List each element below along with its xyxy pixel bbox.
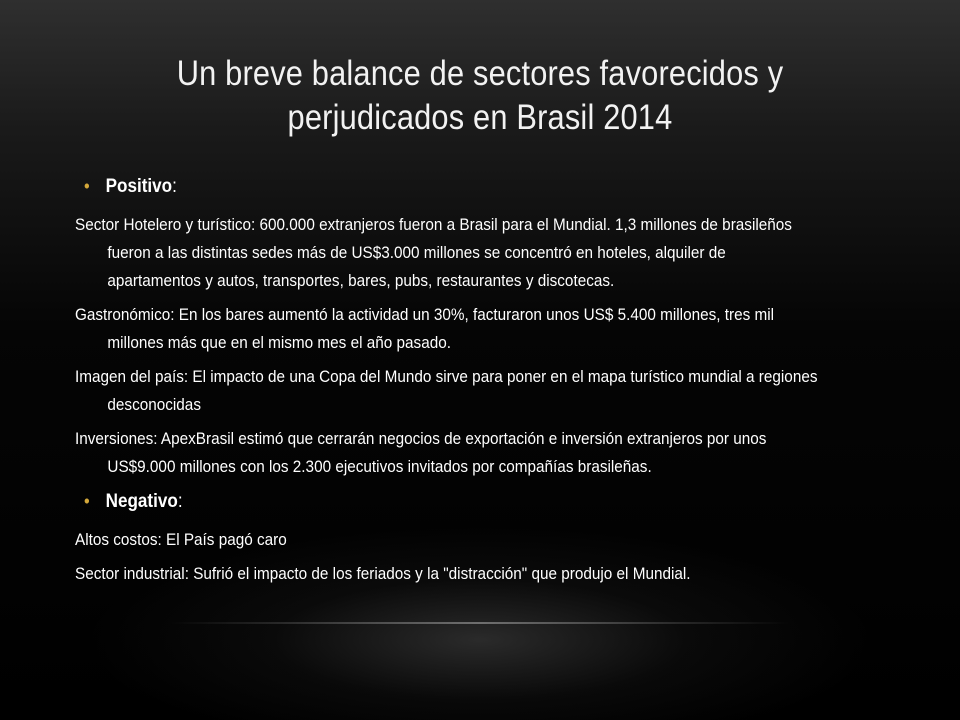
negative-item-costos: Altos costos: El País pagó caro xyxy=(75,530,287,549)
negative-item-industrial: Sector industrial: Sufrió el impacto de los feriados y la "distracción" que produjo el Mundial. xyxy=(75,564,691,583)
title-line-2: perjudicados en Brasil 2014 xyxy=(287,98,673,137)
bullet-dot-icon: • xyxy=(84,176,90,196)
positive-item-hotelero: Sector Hotelero y turístico: 600.000 extranjeros fueron a Brasil para el Mundial. 1,3 millones de brasileños fueron a las distintas sedes más de US$3.000 millones se concentró en hoteles, alquiler de apartamentos y autos, transportes, bares, pubs, restaurantes y discotecas. xyxy=(75,215,792,290)
title-line-1: Un breve balance de sectores favorecidos y xyxy=(176,54,784,93)
positive-item-inversiones: Inversiones: ApexBrasil estimó que cerrarán negocios de exportación e inversión extranjeros por unos US$9.000 millones con los 2.300 ejecutivos invitados por compañías brasileñas. xyxy=(75,429,767,476)
bullet-dot-icon: • xyxy=(84,491,90,511)
positive-heading xyxy=(84,172,822,201)
negative-label: Negativo xyxy=(105,491,178,512)
positive-item-imagen: Imagen del país: El impacto de una Copa del Mundo sirve para poner en el mapa turístico mundial a regiones desconocidas xyxy=(75,367,818,414)
positive-item-gastronomico: Gastronómico: En los bares aumentó la actividad un 30%, facturaron unos US$ 5.400 millones, tres mil millones más que en el mismo mes el año pasado. xyxy=(75,305,775,352)
positive-colon: : xyxy=(172,176,177,197)
negative-colon: : xyxy=(177,491,183,512)
slide-body xyxy=(75,172,822,594)
glow-divider xyxy=(170,622,790,624)
positive-label: Positivo xyxy=(105,176,173,197)
slide-title xyxy=(110,52,849,140)
negative-heading xyxy=(84,487,822,516)
